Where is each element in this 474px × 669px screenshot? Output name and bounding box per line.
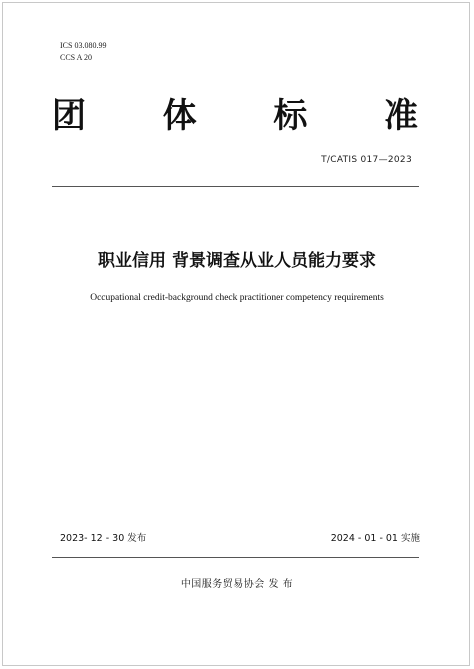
standard-type-char-3: 标 <box>273 96 308 136</box>
standard-type-char-1: 团 <box>52 96 86 136</box>
title-english: Occupational credit-background check practitioner competency requirements <box>90 293 384 303</box>
bottom-divider <box>52 557 419 558</box>
ics-code: ICS 03.080.99 <box>60 41 107 50</box>
ccs-code: CCS A 20 <box>60 53 93 62</box>
standard-type-char-2: 体 <box>162 96 197 136</box>
standard-type-heading <box>52 94 418 138</box>
publisher: 中国服务贸易协会 发 布 <box>180 579 294 590</box>
standard-type-char-4: 准 <box>383 96 418 136</box>
title-chinese: 职业信用 背景调查从业人员能力要求 <box>98 251 376 271</box>
standard-number: T/CATIS 017—2023 <box>321 155 412 165</box>
issue-date: 2023- 12 - 30 发布 <box>60 533 147 544</box>
top-divider <box>52 186 419 187</box>
implementation-date: 2024 - 01 - 01 实施 <box>330 533 420 544</box>
